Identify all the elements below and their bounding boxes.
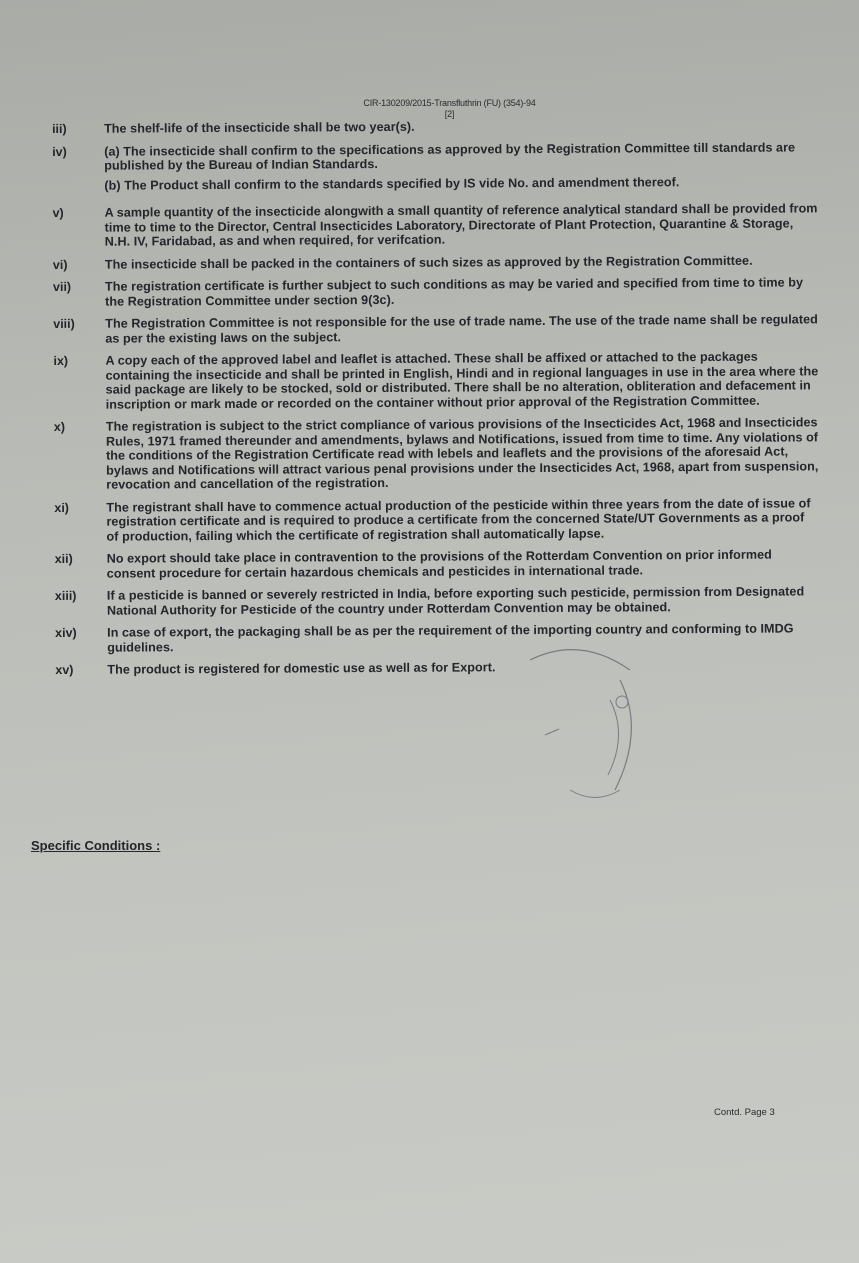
condition-number: iv) — [52, 144, 67, 159]
condition-item — [55, 584, 820, 618]
condition-number: ix) — [53, 353, 69, 368]
condition-number: xiii) — [54, 588, 77, 603]
condition-number: xv) — [55, 662, 74, 677]
condition-item — [53, 201, 818, 249]
specific-conditions-heading: Specific Conditions : — [31, 838, 161, 853]
condition-text: In case of export, the packaging shall be as per the requirement of the importing country and conforming to IMDG guidelines. — [107, 621, 794, 655]
condition-item — [55, 621, 820, 655]
condition-text: The shelf-life of the insecticide shall be two year(s). — [103, 119, 415, 136]
condition-item — [53, 253, 818, 272]
condition-text — [104, 140, 817, 198]
condition-number: xii) — [54, 551, 73, 566]
condition-subclause-a: (a) The insecticide shall confirm to the specifications as approved by the Registration Committee till standards are published by the Bureau of Indian Standards. — [104, 139, 796, 173]
condition-item — [53, 312, 818, 346]
condition-text: A copy each of the approved label and leaflet is attached. These shall be affixed or attached to the packages containing the insecticide and shall be printed in English, Hindi and in regional languages in use in the area where the said package are likely to be stocked, sold or distributed. There shall be no alteration, obliteration and defacement in inscription or mark made or recorded on the container without prior approval of the Registration Committee. — [105, 349, 819, 412]
condition-number: v) — [52, 205, 64, 220]
condition-number: xiv) — [55, 625, 77, 640]
condition-number: vii) — [52, 279, 72, 294]
condition-number: viii) — [53, 316, 75, 331]
condition-text: The registration is subject to the strict compliance of various provisions of the Insecticides Act, 1968 and Insecticides Rules, 1971 framed thereunder and amendments, bylaws and Notifications, issued from time to time. Any violations of the conditions of the Registration Certificate read with lebels and leaflets and the provisions of the aforesaid Act, bylaws and Notifications will attract various penal provisions under the Insecticides Act, 1968, apart from suspension, revocation and cancellation of the registration. — [105, 415, 819, 492]
condition-subclause-b: (b) The Product shall confirm to the standards specified by IS vide No. and amendment thereof. — [104, 174, 680, 193]
condition-text: If a pesticide is banned or severely restricted in India, before exporting such pesticide, permission from Designated National Authority for Pesticide of the country under Rotterdam Convention may be obtained. — [106, 584, 805, 618]
condition-number: xi) — [54, 500, 69, 515]
condition-text: A sample quantity of the insecticide alongwith a small quantity of reference analytical standard shall be provided from time to time to the Director, Central Insecticides Laboratory, Directorate of Plant Protection, Quarantine & Storage, N.H. IV, Faridabad, as and when required, for verifcation. — [104, 201, 818, 249]
official-stamp-seal — [510, 640, 640, 810]
condition-text: The product is registered for domestic use as well as for Export. — [107, 660, 496, 677]
reference-number: CIR-130209/2015-Transfluthrin (FU) (354)-94 — [363, 98, 536, 108]
conditions-list — [52, 117, 820, 685]
document-header — [0, 98, 859, 119]
condition-item — [53, 275, 818, 309]
condition-item — [55, 547, 820, 581]
page-number: [2] — [444, 109, 455, 119]
condition-text: The registrant shall have to commence actual production of the pesticide within three years from the date of issue of registration certificate and is required to produce a certificate from the concerned State/UT Governments as a proof of production, failing which the certificate of registration shall automatically lapse. — [106, 495, 811, 544]
condition-text: No export should take place in contravention to the provisions of the Rotterdam Convention on prior informed consent procedure for certain hazardous chemicals and pesticides in international trade. — [106, 547, 772, 581]
condition-number: vi) — [52, 257, 68, 272]
condition-item — [52, 140, 817, 198]
condition-item — [55, 658, 820, 677]
condition-item — [52, 117, 817, 136]
condition-item — [54, 415, 819, 492]
condition-number: iii) — [52, 121, 67, 136]
condition-text: The insecticide shall be packed in the containers of such sizes as approved by the Registration Committee. — [104, 253, 753, 272]
condition-item — [54, 496, 819, 544]
condition-number: x) — [53, 419, 66, 434]
condition-item — [53, 349, 818, 412]
continued-page-note: Contd. Page 3 — [714, 1107, 775, 1118]
condition-text: The Registration Committee is not responsible for the use of trade name. The use of the trade name shall be regulated as per the existing laws on the subject. — [105, 312, 818, 346]
condition-text: The registration certificate is further subject to such conditions as may be varied and specified from time to time by the Registration Committee under section 9(3c). — [104, 275, 804, 309]
